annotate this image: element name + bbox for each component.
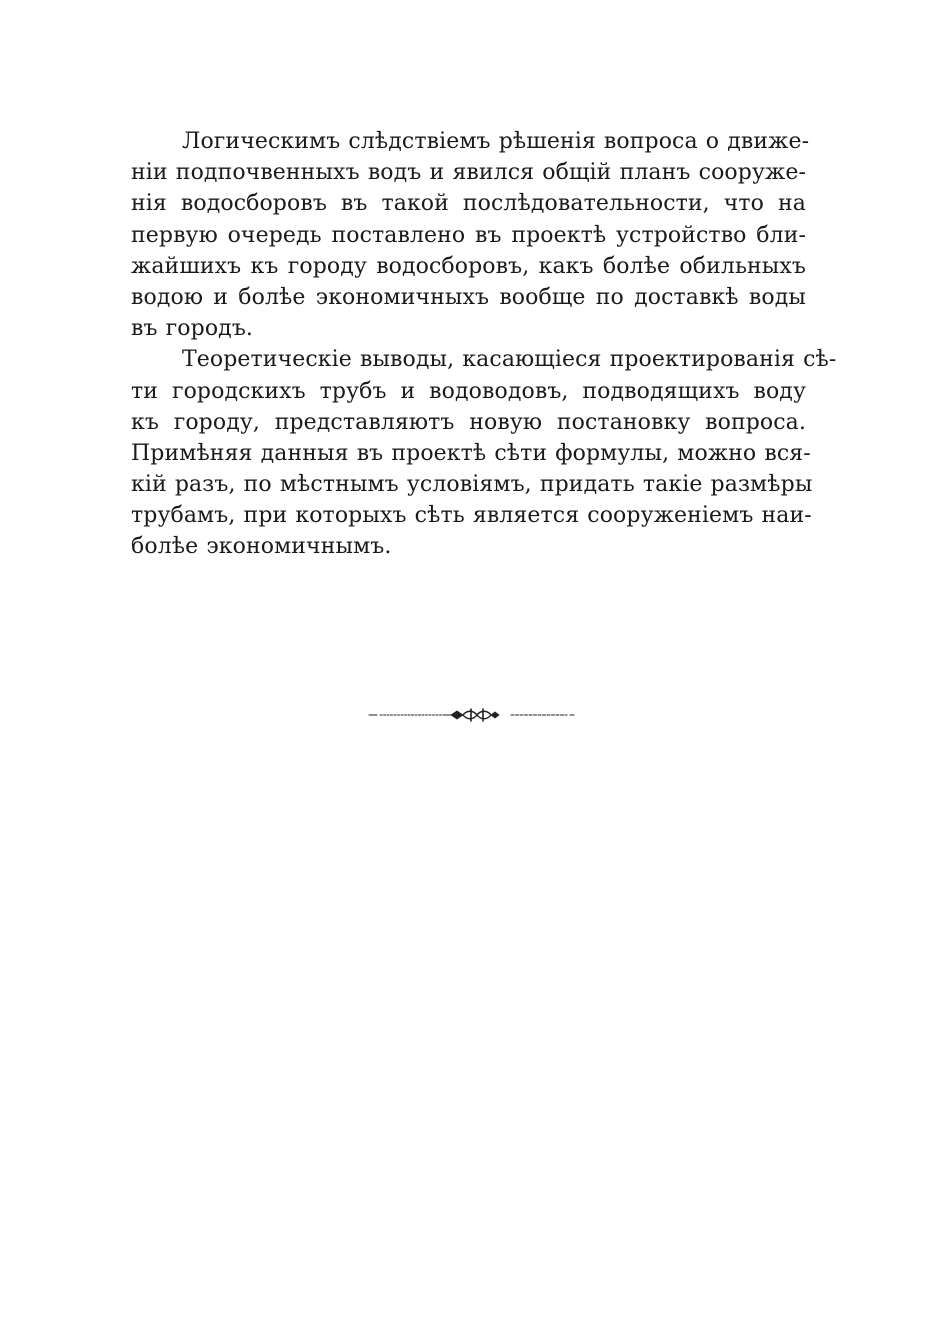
body-text: [131, 126, 837, 563]
text-line: водою и болѣе экономичныхъ вообще по доставкѣ воды: [131, 284, 806, 310]
text-line: ти городскихъ трубъ и водоводовъ, подводящихъ воду: [131, 378, 806, 404]
paragraph-1: [131, 126, 810, 344]
text-line: нія водосборовъ въ такой послѣдовательности, что на: [131, 191, 806, 217]
text-line: первую очередь поставлено въ проектѣ устройство бли-: [131, 222, 806, 248]
paragraph-2: [131, 344, 837, 562]
text-line: къ городу, представляютъ новую постановку вопроса.: [131, 409, 806, 435]
text-line: Примѣняя данныя въ проектѣ сѣти формулы, можно вся-: [131, 440, 811, 466]
text-line: кій разъ, по мѣстнымъ условіямъ, придать такіе размѣры: [131, 472, 813, 498]
decorative-rule-ornament: [367, 705, 577, 725]
text-line: въ городъ.: [131, 316, 254, 342]
text-line: жайшихъ къ городу водосборовъ, какъ болѣе обильныхъ: [131, 253, 806, 279]
text-line: Теоретическіе выводы, касающіеся проектированія сѣ-: [182, 347, 837, 373]
text-line: трубамъ, при которыхъ сѣть является сооруженіемъ наи-: [131, 503, 812, 529]
text-line: болѣе экономичнымъ.: [131, 534, 392, 560]
text-line: ніи подпочвенныхъ водъ и явился общій планъ сооруже-: [131, 160, 806, 186]
text-line: Логическимъ слѣдствіемъ рѣшенія вопроса о движе-: [182, 129, 810, 154]
